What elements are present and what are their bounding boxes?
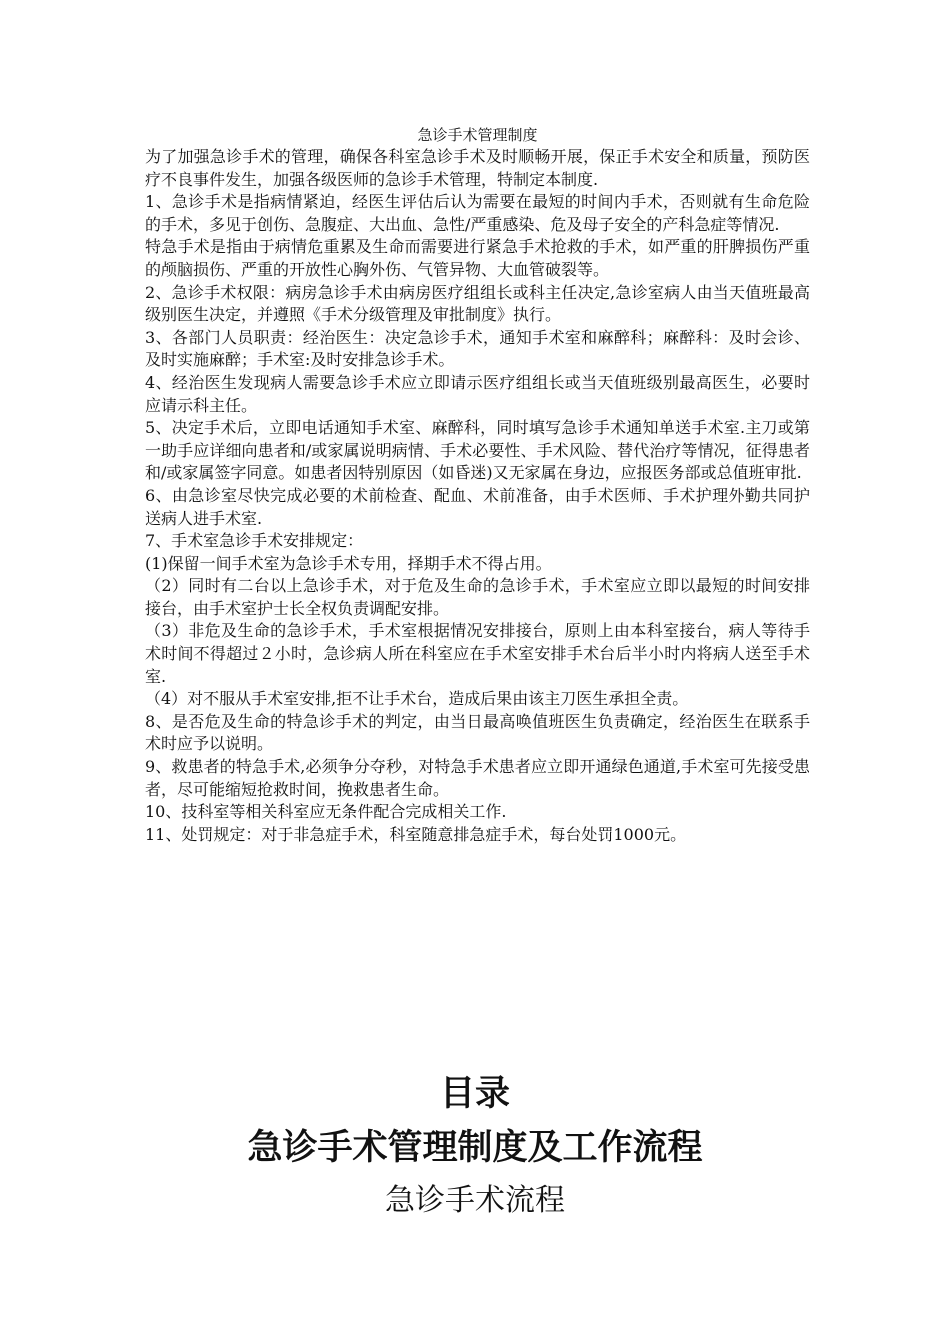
paragraph-3: 3、各部门人员职责：经治医生：决定急诊手术，通知手术室和麻醉科；麻醉科：及时会诊、及时实施麻醉；手术室:及时安排急诊手术。 (145, 327, 810, 370)
paragraph-9: 9、救患者的特急手术,必须争分夺秒，对特急手术患者应立即开通绿色通道,手术室可先接受患者，尽可能缩短抢救时间，挽救患者生命。 (145, 757, 810, 799)
paragraph-7-item-4: （4）对不服从手术室安排,拒不让手术台，造成后果由该主刀医生承担全责。 (145, 689, 689, 709)
paragraph-11: 11、处罚规定：对于非急症手术，科室随意排急症手术，每台处罚1000元。 (145, 824, 687, 844)
toc-heading: 目录 (439, 1073, 510, 1114)
paragraph-10: 10、技科室等相关科室应无条件配合完成相关工作. (145, 802, 507, 822)
paragraph-7-item-1: (1)保留一间手术室为急诊手术专用，择期手术不得占用。 (145, 553, 552, 573)
paragraph-7: 7、手术室急诊手术安排规定： (145, 531, 364, 551)
document-title: 急诊手术管理制度 (417, 126, 538, 144)
document-body (145, 124, 810, 846)
table-of-contents (0, 1068, 950, 1226)
paragraph-5: 5、决定手术后，立即电话通知手术室、麻醉科，同时填写急诊手术通知单送手术室.主刀或第一助手应详细向患者和/或家属说明病情、手术必要性、手术风险、替代治疗等情况，征得患者和/或家属签字同意。如患者因特别原因（如昏迷)又无家属在身边，应报医务部或总值班审批. (145, 418, 810, 483)
paragraph-1: 1、急诊手术是指病情紧迫，经医生评估后认为需要在最短的时间内手术，否则就有生命危险的手术，多见于创伤、急腹症、大出血、急性/严重感染、危及母子安全的产科急症等情况. (145, 192, 810, 234)
toc-title: 急诊手术管理制度及工作流程 (247, 1127, 703, 1168)
paragraph-7-item-3: （3）非危及生命的急诊手术，手术室根据情况安排接台，原则上由本科室接台，病人等待手术时间不得超过２小时，急诊病人所在科室应在手术室安排手术台后半小时内将病人送至手术室. (145, 621, 810, 686)
paragraph-2: 2、急诊手术权限：病房急诊手术由病房医疗组组长或科主任决定,急诊室病人由当天值班最高级别医生决定，并遵照《手术分级管理及审批制度》执行。 (145, 282, 810, 325)
paragraph-special-surgery: 特急手术是指由于病情危重累及生命而需要进行紧急手术抢救的手术，如严重的肝脾损伤严重的颅脑损伤、严重的开放性心胸外伤、气管异物、大血管破裂等。 (145, 237, 810, 279)
paragraph-intro: 为了加强急诊手术的管理，确保各科室急诊手术及时顺畅开展，保正手术安全和质量，预防医疗不良事件发生，加强各级医师的急诊手术管理，特制定本制度. (145, 147, 810, 189)
toc-subtitle: 急诊手术流程 (385, 1183, 565, 1218)
paragraph-8: 8、是否危及生命的特急诊手术的判定，由当日最高唤值班医生负责确定，经治医生在联系手术时应予以说明。 (145, 711, 810, 754)
paragraph-6: 6、由急诊室尽快完成必要的术前检查、配血、术前准备，由手术医师、手术护理外勤共同护送病人进手术室. (145, 485, 810, 528)
paragraph-4: 4、经治医生发现病人需要急诊手术应立即请示医疗组组长或当天值班级别最高医生，必要时应请示科主任。 (145, 372, 810, 415)
paragraph-7-item-2: （2）同时有二台以上急诊手术，对于危及生命的急诊手术，手术室应立即以最短的时间安排接台，由手术室护士长全权负责调配安排。 (145, 576, 810, 618)
